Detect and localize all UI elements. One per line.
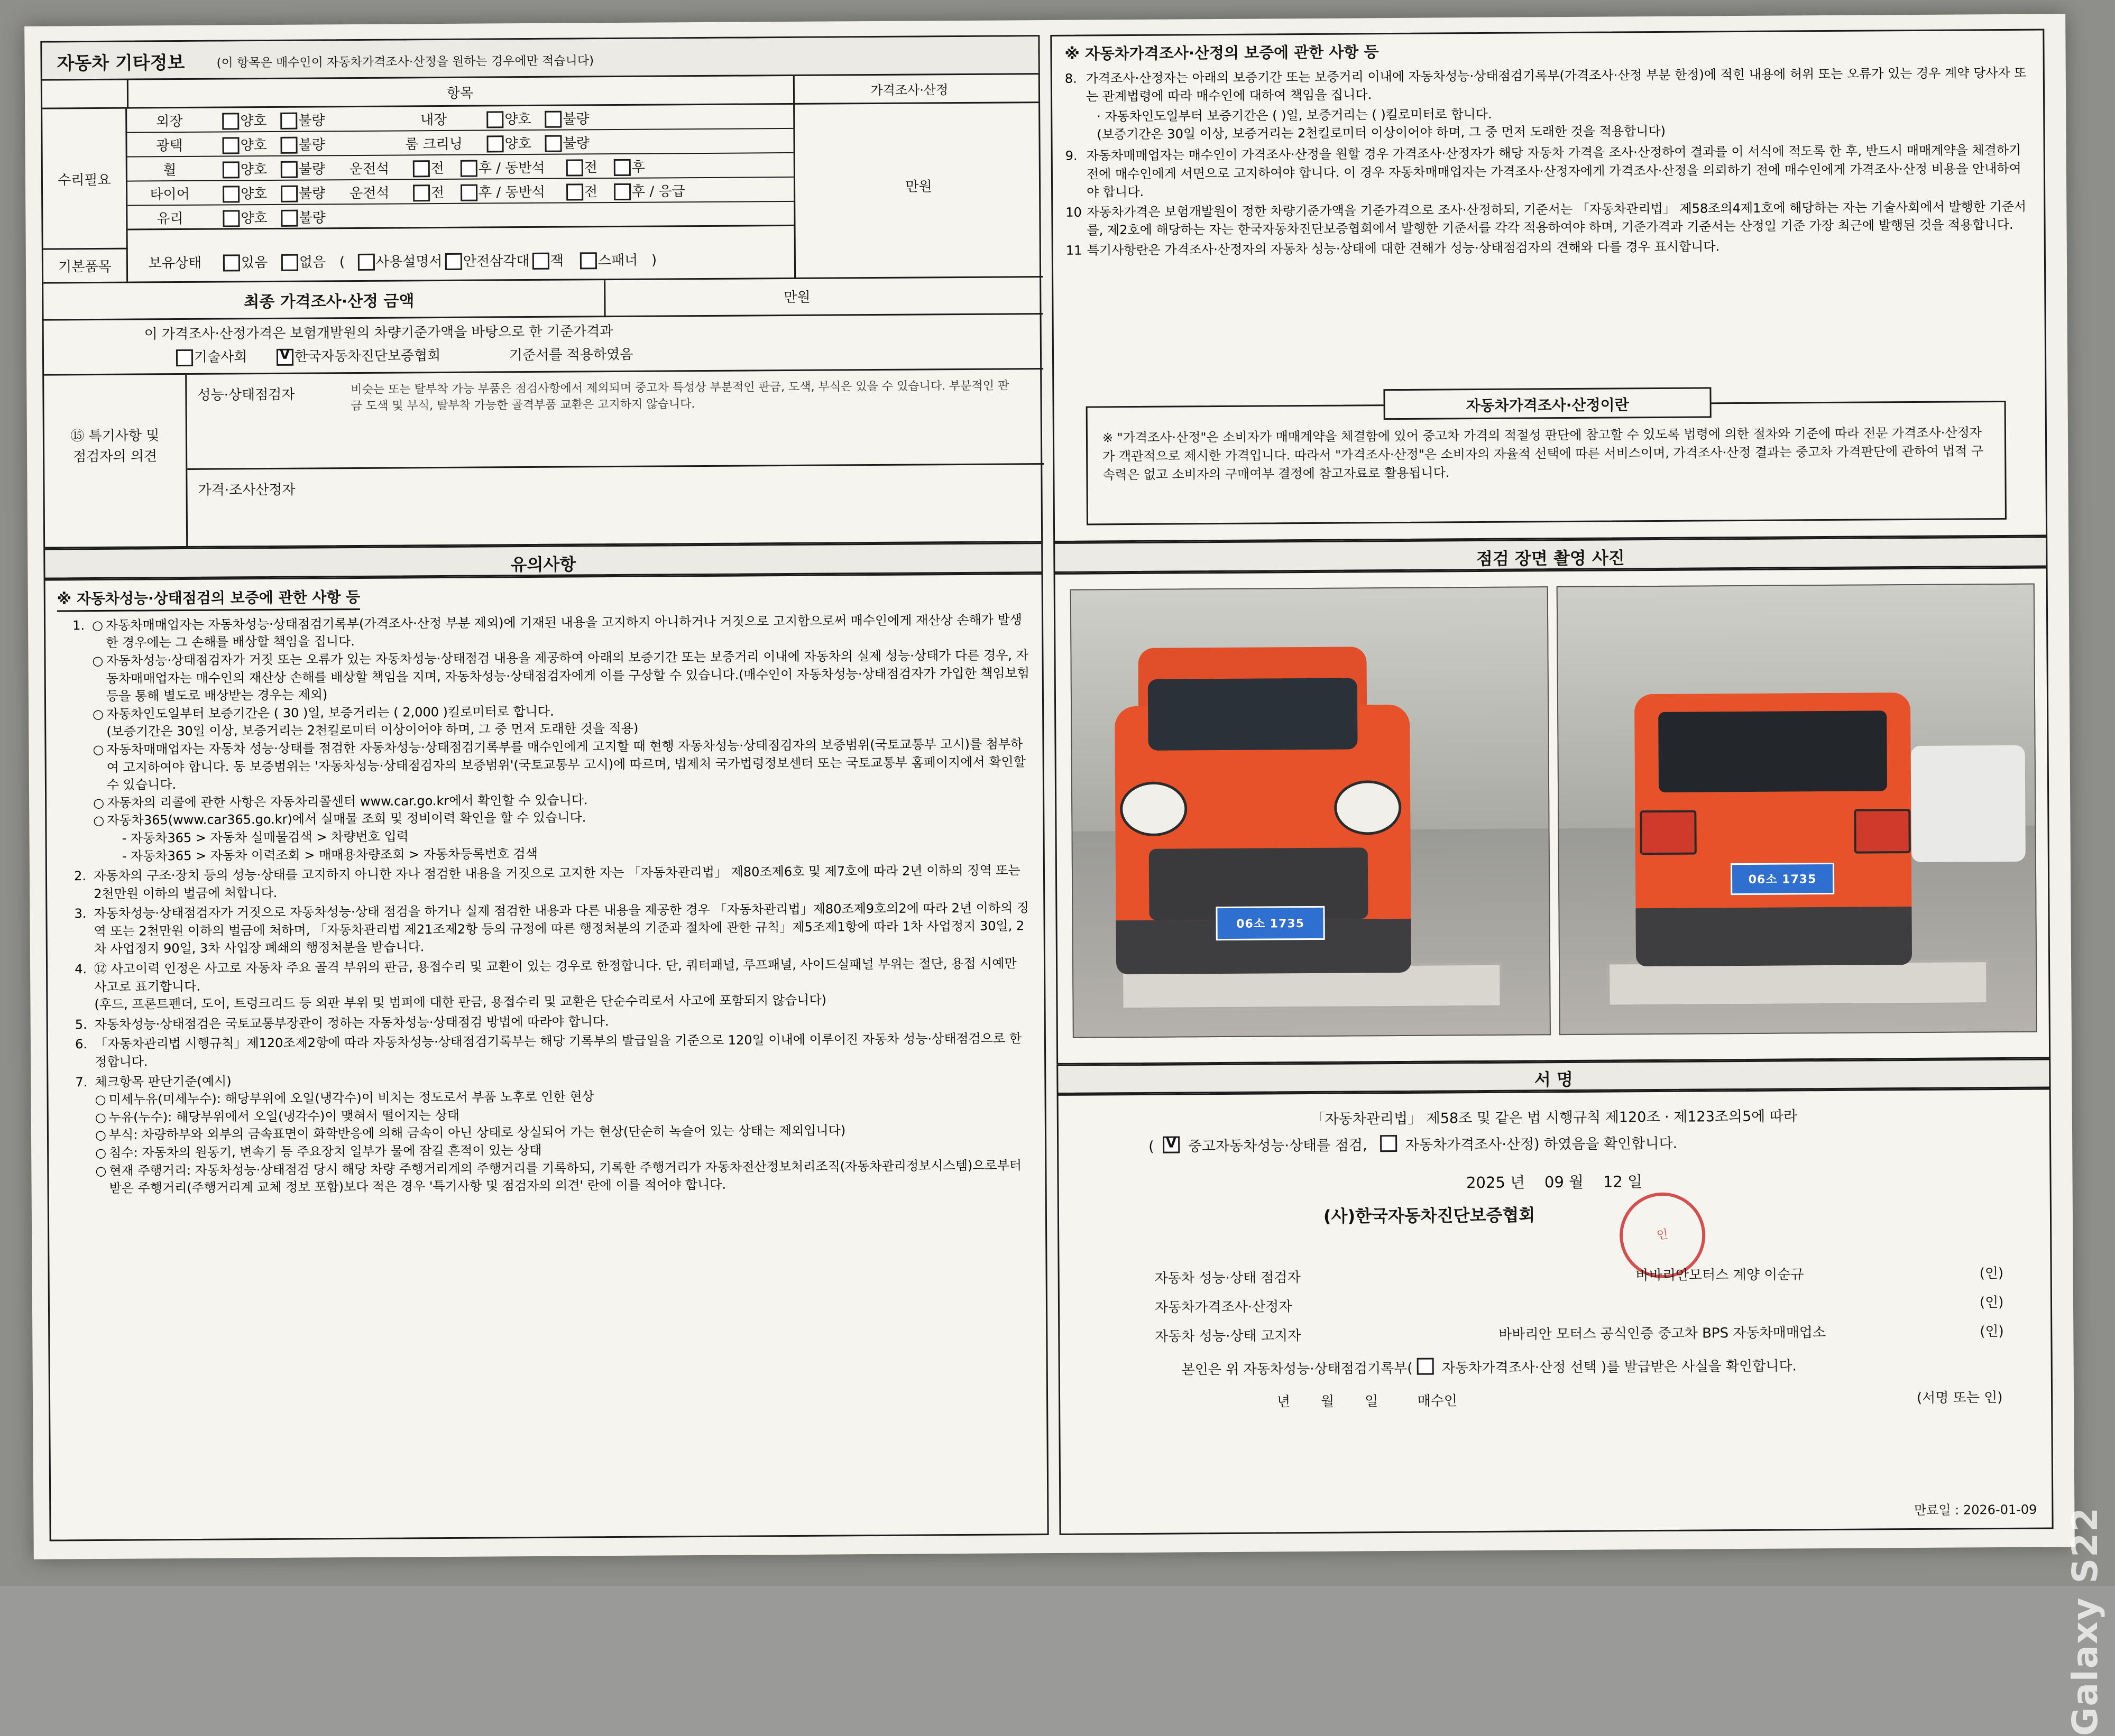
kaada-label: 한국자동차진단보증협회 bbox=[294, 348, 441, 365]
front-view-photo[interactable] bbox=[1070, 586, 1551, 1038]
signer-1-seal: (인) bbox=[1979, 1265, 2004, 1282]
tire-driver-rear-label: 후 / 동반석 bbox=[479, 184, 545, 201]
section-notice-body bbox=[44, 573, 1049, 1541]
col-price-header: 가격조사·산정 bbox=[870, 82, 949, 98]
bullet-icon: ○ bbox=[93, 813, 105, 828]
interior-good-label: 양호 bbox=[504, 111, 531, 128]
front-car bbox=[1071, 587, 1550, 1037]
buyer-confirm-text1: 본인은 위 자동차성능·상태점검기록부( bbox=[1181, 1360, 1413, 1378]
notice-4-b2: (후드, 프론트펜더, 도어, 트렁크리드 등 외판 부위 및 범퍼에 대한 판금, 용접수리 및 교환은 단순수리로서 사고에 포함되지 않습니다) bbox=[94, 992, 827, 1012]
signer-2-role: 자동차가격조사·산정자 bbox=[1154, 1299, 1292, 1316]
signer-2-seal: (인) bbox=[1979, 1294, 2004, 1311]
taillight-left bbox=[1640, 810, 1697, 855]
bullet-icon: ○ bbox=[92, 617, 104, 633]
wheel-passenger-front-label: 전 bbox=[584, 160, 598, 176]
notice-5-num: 5. bbox=[75, 1017, 87, 1032]
item-interior-label: 내장 bbox=[420, 112, 447, 128]
notice-1-b6: 자동차의 리콜에 관한 사항은 자동차리콜센터 www.car.go.kr에서 확인할 수 있습니다. bbox=[107, 792, 588, 810]
date-month: 09 bbox=[1544, 1173, 1564, 1192]
notice-7-num: 7. bbox=[75, 1074, 88, 1089]
exterior-bad-checkbox[interactable] bbox=[280, 113, 297, 130]
rear-window bbox=[1658, 710, 1887, 792]
photos-title: 점검 장면 촬영 사진 bbox=[1476, 548, 1625, 569]
notice-2-text: 자동차의 구조·장치 등의 성능·상태를 고지하지 아니한 자나 점검한 내용을 거짓으로 고지한 자는 「자동차관리법」 제80조제6호 및 제7호에 따라 2년 이하의 징역 또는 2천만원 이하의 벌금에 처합니다. bbox=[93, 863, 1020, 901]
signer-row-2 bbox=[1155, 1298, 1292, 1317]
basic-have-label: 있음 bbox=[241, 255, 268, 271]
special-notes-label: ⑮ 특기사항 및 점검자의 의견 bbox=[70, 428, 160, 465]
notice-2-num: 2. bbox=[74, 869, 87, 884]
date-day: 12 bbox=[1603, 1172, 1623, 1191]
signature-title: 서 명 bbox=[1534, 1069, 1574, 1090]
glass-good-checkbox[interactable] bbox=[223, 210, 240, 227]
price-unit-manwon: 만원 bbox=[905, 179, 932, 195]
date-month-unit: 월 bbox=[1568, 1172, 1584, 1192]
bullet-icon: ○ bbox=[93, 706, 104, 722]
item-polish-label: 광택 bbox=[156, 137, 183, 154]
notice-7-b3: 부식: 차량하부와 외부의 금속표면이 화학반응에 의해 금속이 아닌 상태로 상실되어 가는 현상(단순히 녹슬어 있는 상태는 제외입니다) bbox=[108, 1123, 846, 1143]
wheel-driver-front-label: 전 bbox=[430, 160, 445, 177]
rear-bumper bbox=[1635, 907, 1912, 966]
exterior-bad-label: 불량 bbox=[298, 113, 325, 129]
warranty-item-11-num: 11 bbox=[1065, 243, 1082, 258]
wheel-passenger-rear-checkbox[interactable] bbox=[614, 159, 631, 176]
polish-bad-checkbox[interactable] bbox=[280, 137, 297, 154]
repair-needed-label: 수리필요 bbox=[58, 172, 111, 189]
triangle-checkbox[interactable] bbox=[445, 253, 462, 270]
front-license-plate: 06소 1735 bbox=[1216, 906, 1325, 940]
spanner-checkbox[interactable] bbox=[580, 252, 597, 269]
expiry-date: 만료일 : 2026-01-09 bbox=[1914, 1502, 2037, 1518]
section-signature-body bbox=[1057, 1088, 2054, 1535]
notice-6-text: 「자동차관리법 시행규칙」제120조제2항에 따라 자동차성능·상태점검기록부는 해당 기록부의 발급일을 기준으로 120일 이내에 이루어진 자동차 성능·상태점검으로 한정합니다. bbox=[94, 1031, 1022, 1070]
notice-1-b8: - 자동차365 > 자동차 실매물검색 > 차량번호 입력 bbox=[122, 829, 409, 846]
tire-bad-label: 불량 bbox=[299, 186, 326, 202]
signature-check-row bbox=[1148, 1133, 1677, 1157]
warranty-item-9-num: 9. bbox=[1065, 149, 1078, 164]
engineer-society-label: 기술사회 bbox=[194, 349, 247, 365]
buyer-year-label: 년 bbox=[1277, 1394, 1291, 1410]
notice-7-b2: 누유(누수): 해당부위에서 오일(냉각수)이 맺혀서 떨어지는 상태 bbox=[108, 1107, 460, 1125]
notice-title: 유의사항 bbox=[510, 554, 576, 575]
notice-5-text: 자동차성능·상태점검은 국토교통부장관이 정하는 자동차성능·상태점검 방법에 따라야 합니다. bbox=[94, 1013, 609, 1032]
basic-paren-open: ( bbox=[339, 254, 345, 271]
buyer-signature-hint: (서명 또는 인) bbox=[1917, 1390, 2003, 1407]
notice-1-b2: 자동차성능·상태점검자가 거짓 또는 오류가 있는 자동차성능·상태점검 내용을 제공하여 아래의 보증기간 또는 보증거리 이내에 자동차의 실제 성능·상태가 다른 경우, 자동차매매업자는 매수인의 재산상 손해를 배상할 책임을 지며, 자동차성능·상태점검자에게 이를 구상할 수 있습니다.(매수인이 자동차성능·상태점검자가 가입한 책임보험 등을 통해 별도로 배상받는 경우는 제외) bbox=[106, 648, 1030, 704]
inspection-checkbox[interactable] bbox=[1163, 1137, 1180, 1153]
jack-label: 잭 bbox=[550, 253, 564, 269]
inspector-opinion-label: 성능·상태점검자 bbox=[197, 386, 295, 403]
room-cleaning-good-checkbox[interactable] bbox=[486, 135, 503, 152]
appraisal-check-label: 자동차가격조사·산정) 하였음을 확인합니다. bbox=[1405, 1135, 1678, 1153]
organization-name: (사)한국자동차진단보증협회 bbox=[1323, 1205, 1535, 1226]
price-definition-text: ※ "가격조사·산정"은 소비자가 매매계약을 체결함에 있어 중고차 가격의 적절성 판단에 참고할 수 있도록 법령에 의한 절차와 기준에 따라 전문 가격조사·산정자가 객관적으로 제시한 가격입니다. 따라서 "가격조사·산정"은 소비자의 자율적 선택에 따른 서비스이며, 가격조사·산정 결과는 중고차 가격판단에 관하여 법적 구속력은 없고 소비자의 구매여부 결정에 참고자료로 활용됩니다. bbox=[1102, 425, 1984, 482]
interior-bad-checkbox[interactable] bbox=[545, 111, 562, 128]
signer-3-seal: (인) bbox=[1980, 1323, 2004, 1340]
tire-driver-front-checkbox[interactable] bbox=[413, 184, 430, 201]
warranty-item-9-text: 자동차매매업자는 매수인이 가격조사·산정을 원할 경우 가격조사·산정자가 해당 자동차 가격을 조사·산정하여 결과를 이 서식에 적도록 한 후, 반드시 매매계약을 체결하기 전에 매수인에게 서면으로 고지하여야 합니다. 이 경우 자동차매매업자는 가격조사·산정자에게 가격조사·산정을 의뢰하기 전에 매수인에게 가격조사·산정 비용을 안내하여야 합니다. bbox=[1086, 143, 2021, 200]
jack-checkbox[interactable] bbox=[532, 253, 549, 270]
seal-text: 인 bbox=[1656, 1227, 1669, 1243]
spanner-label: 스패너 bbox=[597, 252, 638, 269]
warranty-item-period: · 자동차인도일부터 보증기간은 ( )일, 보증거리는 ( )킬로미터로 합니다. bbox=[1097, 107, 1492, 124]
windshield bbox=[1148, 678, 1358, 751]
price-definition-title: 자동차가격조사·산정이란 bbox=[1466, 396, 1629, 415]
exterior-good-label: 양호 bbox=[240, 113, 267, 130]
warranty-item-8-text: 가격조사·산정자는 아래의 보증기간 또는 보증거리 이내에 자동차성능·상태점검기록부(가격조사·산정 부분 한정)에 적힌 내용에 허위 또는 오류가 있는 경우 계약 당사자 또는 관계법령에 따라 매수인에 대하여 책임을 집니다. bbox=[1086, 65, 2027, 104]
tire-good-label: 양호 bbox=[241, 186, 268, 202]
glass-bad-label: 불량 bbox=[299, 210, 326, 226]
base-price-text2: 기준서를 적용하였음 bbox=[509, 346, 633, 364]
notice-1-b1: 자동차매매업자는 자동차성능·상태점검기록부(가격조사·산정 부분 제외)에 기재된 내용을 고지하지 아니하거나 거짓으로 고지함으로써 매수인에게 재산상 손해가 발생한 경우에는 그 손해를 배상할 책임을 집니다. bbox=[106, 612, 1023, 651]
notice-4-b1: ⑫ 사고이력 인정은 사고로 자동차 주요 골격 부위의 판금, 용접수리 및 교환이 있는 경우로 한정합니다. 단, 쿼터패널, 루프패널, 사이드실패널 부위는 절단, 용접 시예만 사고로 표기합니다. bbox=[94, 956, 1017, 994]
bullet-icon: ○ bbox=[92, 653, 104, 669]
price-warranty-list bbox=[1065, 64, 2031, 260]
polish-good-label: 양호 bbox=[240, 137, 267, 154]
notice-3-text: 자동차성능·상태점검자가 거짓으로 자동차성능·상태 점검을 하거나 실제 점검한 내용과 다른 내용을 제공한 경우 「자동차관리법」제80조제9호의2에 따라 2년 이하의 징역 또는 2천만원 이하의 벌금에 처하며, 「자동차관리법 제21조제2항 등의 규정에 따른 행정처분의 기준과 절차에 관한 규칙」제5조제1항에 따라 1차 사업정지 30일, 2차 사업정지 90일, 3차 사업장 폐쇄의 행정처분을 받습니다. bbox=[94, 900, 1029, 957]
item-glass-label: 유리 bbox=[157, 210, 183, 227]
room-cleaning-bad-label: 불량 bbox=[563, 135, 590, 152]
buyer-appraisal-label: 자동차가격조사·산정 선택 bbox=[1441, 1359, 1597, 1377]
notice-3-num: 3. bbox=[74, 906, 87, 921]
base-price-text: 이 가격조사·산정가격은 보험개발원의 차량기준가액을 바탕으로 한 기준가격과 bbox=[144, 324, 613, 343]
buyer-confirm-text2: )를 발급받은 사실을 확인합니다. bbox=[1601, 1358, 1797, 1375]
bullet-icon: ○ bbox=[93, 795, 105, 810]
basic-none-label: 없음 bbox=[299, 254, 326, 271]
inspection-check-label: 중고자동차성능·상태를 점검, bbox=[1188, 1137, 1367, 1155]
signer-row-3 bbox=[1155, 1327, 1301, 1346]
signer-1-role: 자동차 성능·상태 점검자 bbox=[1154, 1270, 1301, 1287]
bullet-icon: ○ bbox=[95, 1092, 106, 1107]
col-item-header: 항목 bbox=[446, 85, 474, 101]
warranty-item-11-text: 특기사항란은 가격조사·산정자의 자동차 성능·상태에 대한 견해가 성능·상태점검자의 견해와 다를 경우 표시합니다. bbox=[1087, 239, 1720, 258]
manual-checkbox[interactable] bbox=[358, 254, 375, 271]
appraisal-checkbox[interactable] bbox=[1380, 1135, 1397, 1152]
notice-7-b5: 현재 주행거리: 자동차성능·상태점검 당시 해당 차량 주행거리계의 주행거리를 기록하되, 기록한 주행거리가 자동차전산정보처리조직(자동차관리정보시스템)으로부터 받은 주행거리(주행거리계 교체 정보 포함)보다 적은 경우 '특기사항 및 점검자의 의견' 란에 이를 적어야 합니다. bbox=[109, 1157, 1022, 1196]
tire-passenger-rear-label: 후 / 응급 bbox=[632, 183, 685, 200]
price-warranty-title: ※ 자동차가격조사·산정의 보증에 관한 사항 등 bbox=[1064, 43, 1379, 63]
warranty-item-8-num: 8. bbox=[1064, 71, 1077, 86]
room-cleaning-good-label: 양호 bbox=[504, 135, 531, 152]
notice-1-b3: 자동차인도일부터 보증기간은 ( 30 )일, 보증거리는 ( 2,000 )킬로미터로 합니다. bbox=[106, 704, 554, 722]
warranty-item-period-note: (보증기간은 30일 이상, 보증거리는 2천킬로미터 이상이어야 하며, 그 중 먼저 도래한 것을 적용합니다) bbox=[1097, 124, 1666, 142]
notice-subtitle: ※ 자동차성능·상태점검의 보증에 관한 사항 등 bbox=[57, 587, 361, 612]
item-wheel-label: 휠 bbox=[163, 162, 177, 179]
item-room-cleaning-label: 룸 크리닝 bbox=[405, 136, 463, 153]
signer-row-1 bbox=[1155, 1269, 1301, 1288]
photos-container bbox=[1054, 567, 2051, 1064]
basic-items-label: 기본품목 bbox=[58, 258, 112, 275]
interior-good-checkbox[interactable] bbox=[486, 111, 503, 128]
wheel-passenger-front-checkbox[interactable] bbox=[566, 159, 583, 176]
tire-good-checkbox[interactable] bbox=[223, 186, 240, 202]
wheel-bad-checkbox[interactable] bbox=[281, 161, 298, 178]
triangle-label: 안전삼각대 bbox=[463, 253, 530, 270]
item-tire-label: 타이어 bbox=[150, 186, 190, 203]
basic-none-checkbox[interactable] bbox=[281, 254, 298, 271]
item-exterior-label: 외장 bbox=[156, 113, 183, 130]
final-price-label: 최종 가격조사·산정 금액 bbox=[244, 292, 415, 312]
tire-bad-checkbox[interactable] bbox=[281, 186, 298, 202]
section-other-info bbox=[40, 35, 1043, 549]
buyer-label: 매수인 bbox=[1417, 1393, 1458, 1409]
notice-7-b1: 미세누유(미세누수): 해당부위에 오일(냉각수)이 비치는 정도로서 부품 노후로 인한 현상 bbox=[108, 1089, 594, 1107]
date-day-unit: 일 bbox=[1627, 1172, 1643, 1191]
bullet-icon: ○ bbox=[95, 1128, 107, 1143]
bullet-icon: ○ bbox=[95, 1163, 107, 1178]
engineer-society-checkbox[interactable] bbox=[176, 349, 193, 366]
signature-law-text: 「자동차관리법」 제58조 및 같은 법 시행규칙 제120조 · 제123조의5에 따라 bbox=[1310, 1108, 1798, 1128]
signer-1-name: 바바리안모터스 계양 이순규 bbox=[1635, 1267, 1804, 1284]
final-price-unit: 만원 bbox=[784, 289, 811, 306]
warranty-item-10-num: 10 bbox=[1065, 205, 1082, 220]
notice-1-b7: 자동차365(www.car365.go.kr)에서 실매물 조회 및 정비이력 확인을 할 수 있습니다. bbox=[107, 810, 586, 828]
inspector-opinion-text: 비슷는 또는 탈부착 가능 부품은 점검사항에서 제외되며 중고차 특성상 부분적인 판금, 도색, 부식은 있을 수 있습니다. 부분적인 판금 도색 및 부식, 탈부착 가능한 골격부품 교환은 고지하지 않습니다. bbox=[351, 379, 1009, 413]
wheel-good-checkbox[interactable] bbox=[223, 161, 240, 178]
interior-bad-label: 불량 bbox=[563, 111, 590, 127]
section-other-info-note: (이 항목은 매수인이 자동차가격조사·산정을 원하는 경우에만 적습니다) bbox=[216, 54, 594, 70]
basic-items-hold-label: 보유상태 bbox=[148, 255, 202, 272]
exterior-good-checkbox[interactable] bbox=[222, 113, 239, 130]
wheel-good-label: 양호 bbox=[240, 162, 268, 178]
bullet-icon: ○ bbox=[95, 1145, 107, 1161]
notice-1-b5: 자동차매매업자는 자동차 성능·상태를 점검한 자동차성능·상태점검기록부를 매수인에게 고지할 때 현행 자동차성능·상태점검자의 보증범위(국토교통부 고시)를 첨부하여 고지하여야 합니다. 동 보증범위는 '자동차성능·상태점검자의 보증범위'(국토교통부 고시)에 따르며, 법제처 국가법령정보센터 또는 국토교통부 홈페이지에서 확인할 수 있습니다. bbox=[106, 736, 1026, 793]
warranty-item-10-text: 자동차가격은 보험개발원이 정한 차량기준가액을 기준가격으로 조사·산정하되, 기준서는 「자동차관리법」 제58조의4제1호에 해당하는 자는 기술사회에서 발행한 기준서를, 제2호에 해당하는 자는 한국자동차진단보증협회에서 발행한 기준서를 각각 적용하여야 하며, 기준가격과 기준서는 산정일 기준 가장 최근에 발행된 것을 적용합니다. bbox=[1087, 199, 2027, 238]
rear-car bbox=[1558, 585, 2036, 1034]
bullet-icon: ○ bbox=[93, 742, 104, 758]
date-year-unit: 년 bbox=[1510, 1173, 1525, 1192]
section-price-warranty bbox=[1050, 29, 2047, 542]
wheel-driver-rear-label: 후 / 동반석 bbox=[478, 160, 545, 177]
notice-1-b9: - 자동차365 > 자동차 이력조회 > 매매용차량조회 > 자동차등록번호 검색 bbox=[122, 846, 538, 864]
basic-paren-close: ) bbox=[651, 252, 657, 269]
tire-driver-label: 운전석 bbox=[350, 185, 390, 202]
check-group-open: ( bbox=[1148, 1138, 1154, 1155]
taillight-right bbox=[1854, 809, 1911, 854]
glass-bad-checkbox[interactable] bbox=[281, 210, 298, 227]
tire-passenger-front-checkbox[interactable] bbox=[566, 183, 583, 200]
polish-bad-label: 불량 bbox=[298, 137, 325, 153]
tire-driver-rear-checkbox[interactable] bbox=[461, 184, 477, 201]
glass-good-label: 양호 bbox=[241, 210, 268, 227]
basic-have-checkbox[interactable] bbox=[223, 254, 240, 271]
notice-7-b4: 침수: 자동차의 원동기, 변속기 등 주요장치 일부가 물에 잠길 흔적이 있는 상태 bbox=[109, 1142, 542, 1160]
notice-4-num: 4. bbox=[75, 962, 87, 977]
signer-3-name: 바바리안 모터스 공식인증 중고차 BPS 자동차매매업소 bbox=[1498, 1325, 1826, 1343]
buyer-month-label: 월 bbox=[1321, 1393, 1335, 1410]
polish-good-checkbox[interactable] bbox=[222, 137, 239, 154]
appraiser-label: 가격·조사산정자 bbox=[198, 482, 296, 498]
signer-3-role: 자동차 성능·상태 고지자 bbox=[1155, 1328, 1301, 1345]
tire-passenger-front-label: 전 bbox=[584, 184, 598, 200]
rear-license-plate: 06소 1735 bbox=[1731, 863, 1834, 895]
room-cleaning-bad-checkbox[interactable] bbox=[545, 135, 562, 152]
wheel-driver-label: 운전석 bbox=[349, 161, 390, 178]
tire-passenger-rear-checkbox[interactable] bbox=[614, 183, 631, 200]
buyer-day-label: 일 bbox=[1364, 1393, 1378, 1410]
date-year: 2025 bbox=[1466, 1173, 1505, 1192]
notice-1-num: 1. bbox=[72, 617, 85, 633]
notice-6-num: 6. bbox=[75, 1037, 88, 1052]
price-definition-title-box bbox=[1383, 387, 1711, 420]
notice-7-title: 체크항목 판단기준(예시) bbox=[95, 1074, 232, 1089]
buyer-sign-row bbox=[1277, 1392, 1457, 1411]
buyer-confirm-row bbox=[1182, 1355, 1797, 1379]
notice-1-b4: (보증기간은 30일 이상, 보증거리는 2천킬로미터 이상이어야 하며, 그 중 먼저 도래한 것을 적용) bbox=[106, 721, 639, 740]
buyer-appraisal-checkbox[interactable] bbox=[1417, 1358, 1434, 1375]
wheel-passenger-rear-label: 후 bbox=[631, 159, 646, 176]
signature-date-row bbox=[1059, 1169, 2049, 1196]
document-sheet bbox=[24, 14, 2075, 1559]
section-other-info-title: 자동차 기타정보 bbox=[57, 52, 185, 75]
wheel-driver-rear-checkbox[interactable] bbox=[461, 160, 477, 177]
wheel-bad-label: 불량 bbox=[298, 161, 326, 178]
bullet-icon: ○ bbox=[95, 1110, 106, 1125]
final-price-value[interactable] bbox=[636, 289, 773, 290]
rear-view-photo[interactable] bbox=[1557, 584, 2037, 1036]
manual-label: 사용설명서 bbox=[375, 253, 443, 270]
tire-driver-front-label: 전 bbox=[431, 184, 445, 201]
price-definition-box bbox=[1086, 396, 2007, 525]
device-watermark: Galaxy S22 bbox=[2065, 1507, 2105, 1736]
kaada-checkbox[interactable] bbox=[277, 349, 293, 366]
wheel-driver-front-checkbox[interactable] bbox=[413, 160, 430, 177]
